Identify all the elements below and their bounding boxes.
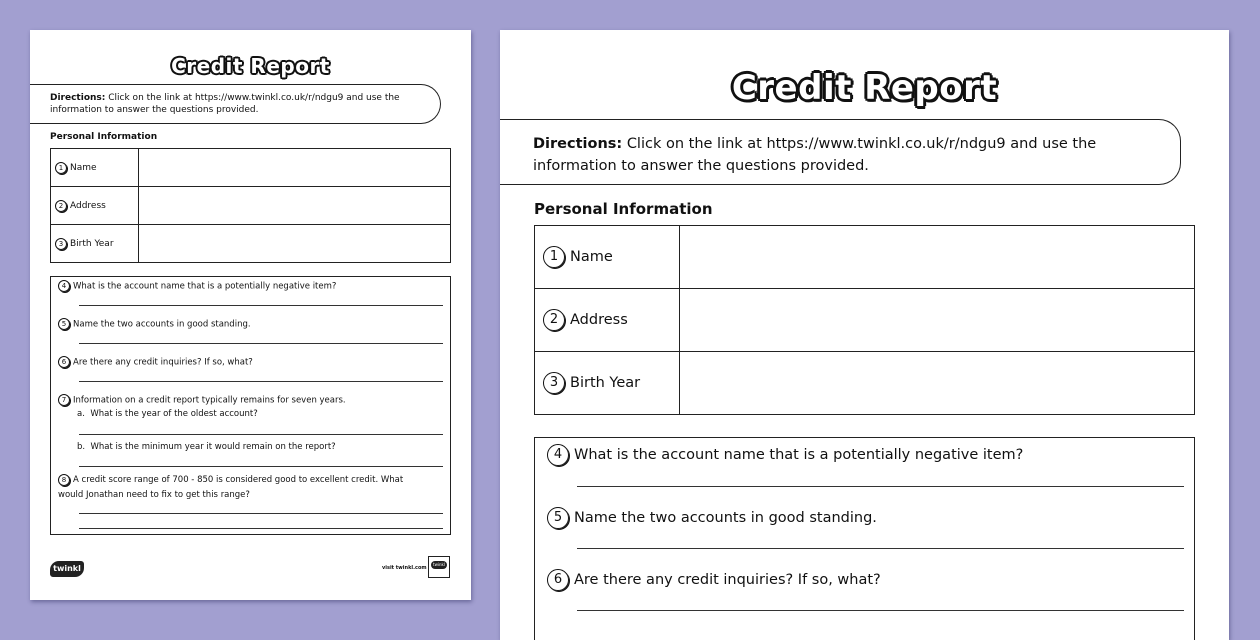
answer-line[interactable]	[79, 305, 443, 306]
answer-line[interactable]	[577, 486, 1184, 487]
section-label: Personal Information	[50, 132, 158, 142]
number-badge: 6	[547, 569, 569, 591]
number-badge: 1	[543, 246, 565, 268]
sub-question-b: b. What is the minimum year it would remain on the report?	[77, 442, 336, 452]
personal-info-table	[534, 225, 1195, 415]
field-label-birth-year: Birth Year	[70, 238, 114, 249]
number-badge: 6	[58, 356, 70, 368]
answer-line[interactable]	[79, 513, 443, 514]
worksheet-title: Credit Report	[171, 54, 330, 78]
answer-line[interactable]	[79, 528, 443, 529]
answer-line[interactable]	[79, 343, 443, 344]
question-6	[58, 356, 253, 368]
question-4	[547, 444, 1023, 466]
field-label-name: Name	[570, 249, 613, 265]
question-7	[58, 394, 346, 406]
number-badge: 8	[58, 474, 70, 486]
answer-line[interactable]	[79, 434, 443, 435]
number-badge: 7	[58, 394, 70, 406]
answer-line[interactable]	[79, 466, 443, 467]
questions-box	[50, 276, 451, 535]
table-row	[51, 225, 451, 263]
number-badge: 2	[55, 200, 67, 212]
twinkl-logo: twinkl	[50, 561, 84, 577]
number-badge: 4	[58, 280, 70, 292]
question-5	[547, 507, 877, 529]
question-text: Information on a credit report typically remains for seven years.	[73, 395, 346, 406]
name-answer-cell[interactable]	[680, 226, 1195, 289]
quality-badge-icon: twinkl	[428, 556, 450, 578]
section-label: Personal Information	[534, 200, 713, 218]
directions-label: Directions:	[50, 93, 106, 103]
answer-line[interactable]	[79, 381, 443, 382]
table-row	[51, 187, 451, 225]
question-text: What is the account name that is a potentially negative item?	[574, 447, 1024, 463]
number-badge: 4	[547, 444, 569, 466]
sub-question-a: a. What is the year of the oldest account?	[77, 409, 258, 419]
field-label-name: Name	[70, 162, 97, 173]
directions-text: Click on the link at https://www.twinkl.co.uk/r/ndgu9 and use the information to answer the questions provided.	[533, 136, 1097, 174]
answer-line[interactable]	[577, 548, 1184, 549]
footer-url: visit twinkl.com	[382, 565, 427, 571]
number-badge: 5	[58, 318, 70, 330]
birth-year-answer-cell[interactable]	[680, 352, 1195, 415]
questions-box	[534, 437, 1195, 640]
question-text: Are there any credit inquiries? If so, what?	[574, 572, 881, 588]
question-4	[58, 280, 336, 292]
worksheet-zoomed	[500, 30, 1229, 640]
question-text: Are there any credit inquiries? If so, what?	[73, 357, 253, 368]
worksheet-thumbnail	[30, 30, 471, 600]
personal-info-table	[50, 148, 451, 263]
question-6	[547, 569, 881, 591]
number-badge: 3	[543, 372, 565, 394]
directions-text: Click on the link at https://www.twinkl.co.uk/r/ndgu9 and use the information to answer the questions provided.	[50, 93, 400, 115]
directions-label: Directions:	[533, 136, 623, 152]
table-row	[535, 352, 1195, 415]
question-text: Name the two accounts in good standing.	[574, 510, 877, 526]
field-label-address: Address	[570, 312, 628, 328]
worksheet-title: Credit Report	[731, 68, 998, 108]
directions-box	[30, 84, 441, 124]
address-answer-cell[interactable]	[139, 187, 451, 225]
number-badge: 3	[55, 238, 67, 250]
address-answer-cell[interactable]	[680, 289, 1195, 352]
number-badge: 5	[547, 507, 569, 529]
name-answer-cell[interactable]	[139, 149, 451, 187]
number-badge: 2	[543, 309, 565, 331]
field-label-address: Address	[70, 200, 106, 211]
table-row	[535, 289, 1195, 352]
question-8	[58, 473, 410, 503]
answer-line[interactable]	[577, 610, 1184, 611]
question-5	[58, 318, 251, 330]
field-label-birth-year: Birth Year	[570, 375, 641, 391]
directions-box	[500, 119, 1181, 185]
table-row	[51, 149, 451, 187]
birth-year-answer-cell[interactable]	[139, 225, 451, 263]
number-badge: 1	[55, 162, 67, 174]
question-text: A credit score range of 700 - 850 is considered good to excellent credit. What would Jonathan need to fix to get this range?	[58, 475, 404, 500]
question-text: Name the two accounts in good standing.	[73, 319, 251, 330]
table-row	[535, 226, 1195, 289]
question-text: What is the account name that is a potentially negative item?	[73, 281, 337, 292]
